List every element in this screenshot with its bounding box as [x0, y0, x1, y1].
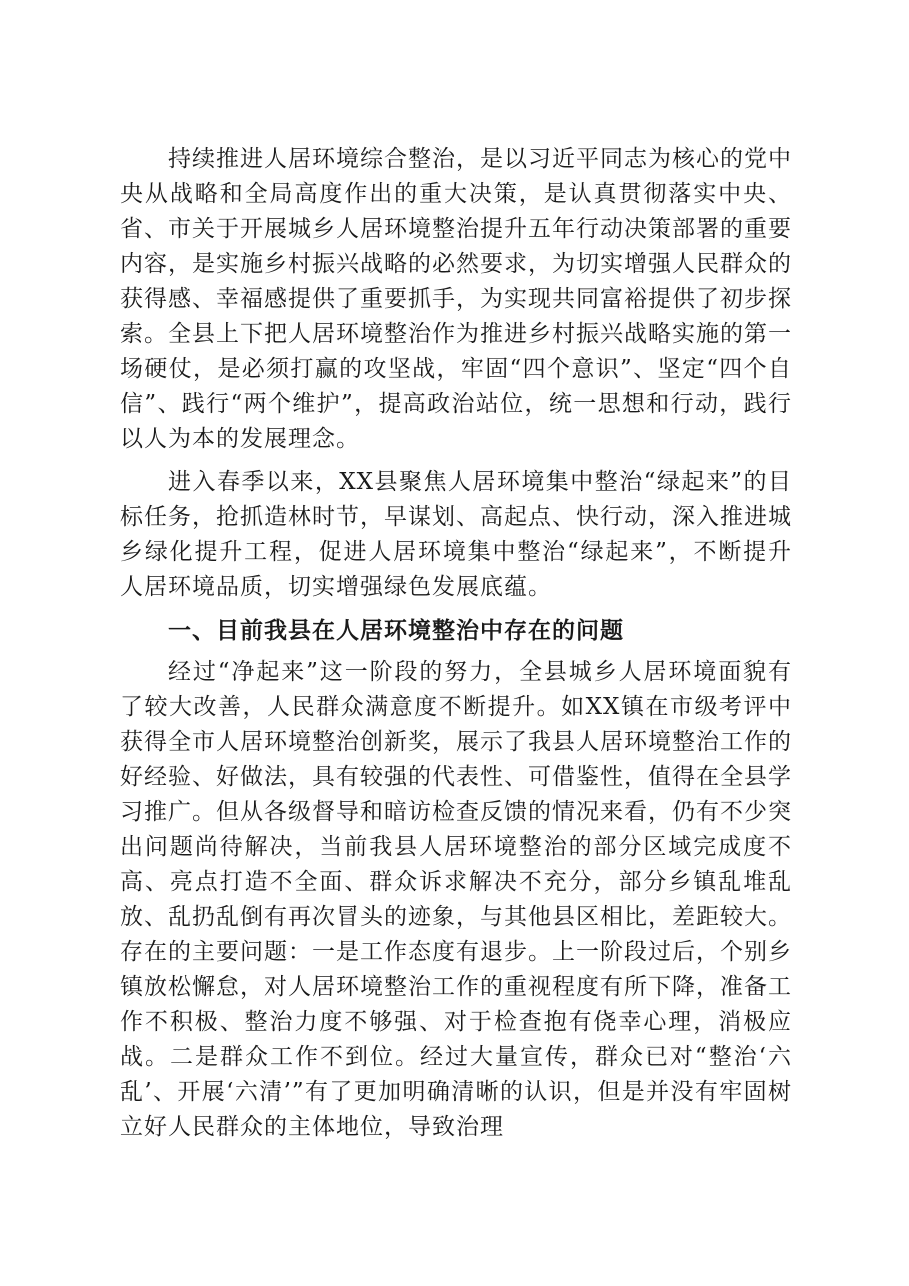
intro-paragraph: 持续推进人居环境综合整治，是以习近平同志为核心的党中央从战略和全局高度作出的重大决策，是认真贯彻落实中央、省、市关于开展城乡人居环境整治提升五年行动决策部署的重要内容，是实施乡村振兴战略的必然要求，为切实增强人民群众的获得感、幸福感提供了重要抓手，为实现共同富裕提供了初步探索。全县上下把人居环境整治作为推进乡村振兴战略实施的第一场硬仗，是必须打赢的攻坚战，牢固“四个意识”、坚定“四个自信”、践行“两个维护”，提高政治站位，统一思想和行动，践行以人为本的发展理念。 — [120, 146, 792, 452]
section-heading: 一、目前我县在人居环境整治中存在的问题 — [168, 618, 624, 644]
document-body — [120, 142, 792, 1145]
spring-paragraph: 进入春季以来，XX县聚焦人居环境集中整治“绿起来”的目标任务，抢抓造林时节，早谋划、高起点、快行动，深入推进城乡绿化提升工程，促进人居环境集中整治“绿起来”，不断提升人居环境品质，切实增强绿色发展底蕴。 — [120, 469, 792, 600]
problems-paragraph: 经过“净起来”这一阶段的努力，全县城乡人居环境面貌有了较大改善，人民群众满意度不断提升。如XX镇在市级考评中获得全市人居环境整治创新奖，展示了我县人居环境整治工作的好经验、好做法，具有较强的代表性、可借鉴性，值得在全县学习推广。但从各级督导和暗访检查反馈的情况来看，仍有不少突出问题尚待解决，当前我县人居环境整治的部分区域完成度不高、亮点打造不全面、群众诉求解决不充分，部分乡镇乱堆乱放、乱扔乱倒有再次冒头的迹象，与其他县区相比，差距较大。存在的主要问题：一是工作态度有退步。上一阶段过后，个别乡镇放松懈怠，对人居环境整治工作的重视程度有所下降，准备工作不积极、整治力度不够强、对于检查抱有侥幸心理，消极应战。二是群众工作不到位。经过大量宣传，群众已对“整治‘六乱’、开展‘六清’”有了更加明确清晰的认识，但是并没有牢固树立好人民群众的主体地位，导致治理 — [120, 659, 792, 1140]
